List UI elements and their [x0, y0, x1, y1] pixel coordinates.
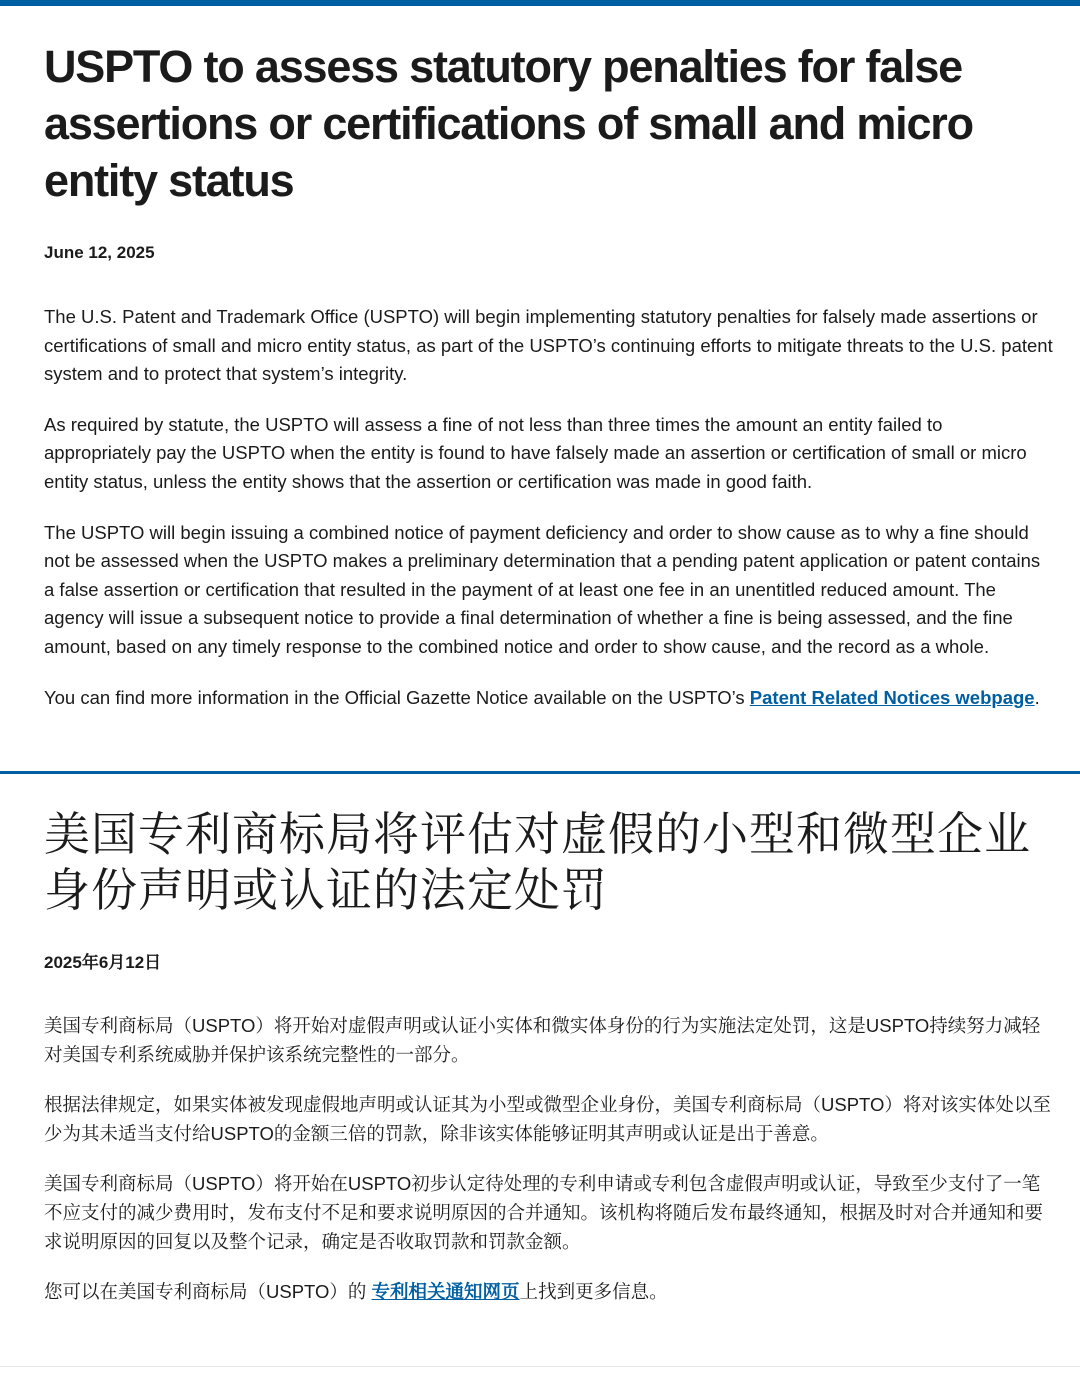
article-paragraph-zh: 美国专利商标局（USPTO）将开始对虚假声明或认证小实体和微实体身份的行为实施法定处罚，这是USPTO持续努力减轻对美国专利系统威胁并保护该系统完整性的一部分。: [44, 1015, 1041, 1065]
chinese-article: [44, 806, 1054, 1306]
english-article: [44, 38, 1054, 712]
article-paragraph: The USPTO will begin issuing a combined notice of payment deficiency and order to show cause as to why a fine should not be assessed when the USPTO makes a preliminary determination that a pending patent application or patent contains a false assertion or certification that resulted in the payment of at least one fee in an unentitled reduced amount. The agency will issue a subsequent notice to provide a final determination of whether a fine is being assessed, and the fine amount, based on any timely response to the combined notice and order to show cause, and the record as a whole.: [44, 521, 1041, 657]
article-paragraph: As required by statute, the USPTO will assess a fine of not less than three times the amount an entity failed to appropriately pay the USPTO when the entity is found to have falsely made an assertion or certification of small or micro entity status, unless the entity shows that the assertion or certification was made in good faith.: [44, 413, 1027, 492]
article-paragraph-zh: 美国专利商标局（USPTO）将开始在USPTO初步认定待处理的专利申请或专利包含虚假声明或认证，导致至少支付了一笔不应支付的减少费用时，发布支付不足和要求说明原因的合并通知。该机构将随后发布最终通知，根据及时对合并通知和要求说明原因的回复以及整个记录，确定是否收取罚款和罚款金额。: [44, 1173, 1044, 1252]
more-info-suffix-zh: 上找到更多信息。: [519, 1281, 668, 1302]
section-divider: [0, 771, 1080, 774]
patent-related-notices-link-zh[interactable]: 专利相关通知网页: [371, 1281, 520, 1302]
more-info-text-zh: 您可以在美国专利商标局（USPTO）的: [44, 1281, 372, 1302]
page-title-zh: 美国专利商标局将评估对虚假的小型和微型企业身份声明或认证的法定处罚: [44, 807, 1031, 917]
publish-date: June 12, 2025: [44, 243, 155, 262]
more-info-suffix: .: [1034, 686, 1040, 708]
page-title: USPTO to assess statutory penalties for false assertions or certifications of small and micro entity status: [44, 41, 973, 206]
patent-related-notices-link[interactable]: Patent Related Notices webpage: [749, 686, 1035, 708]
more-info-text: You can find more information in the Official Gazette Notice available on the USPTO’s: [44, 686, 750, 708]
more-info-paragraph: [44, 684, 1054, 713]
more-info-paragraph-zh: [44, 1277, 1054, 1306]
top-accent-bar: [0, 0, 1080, 6]
bottom-divider: [0, 1366, 1080, 1367]
publish-date-zh: 2025年6月12日: [44, 953, 162, 972]
article-paragraph: The U.S. Patent and Trademark Office (USPTO) will begin implementing statutory penalties for falsely made assertions or certifications of small and micro entity status, as part of the USPTO’s continuing efforts to mitigate threats to the U.S. patent system and to protect that system’s integrity.: [44, 306, 1053, 385]
article-paragraph-zh: 根据法律规定，如果实体被发现虚假地声明或认证其为小型或微型企业身份，美国专利商标局（USPTO）将对该实体处以至少为其未适当支付给USPTO的金额三倍的罚款，除非该实体能够证明其声明或认证是出于善意。: [44, 1094, 1051, 1144]
